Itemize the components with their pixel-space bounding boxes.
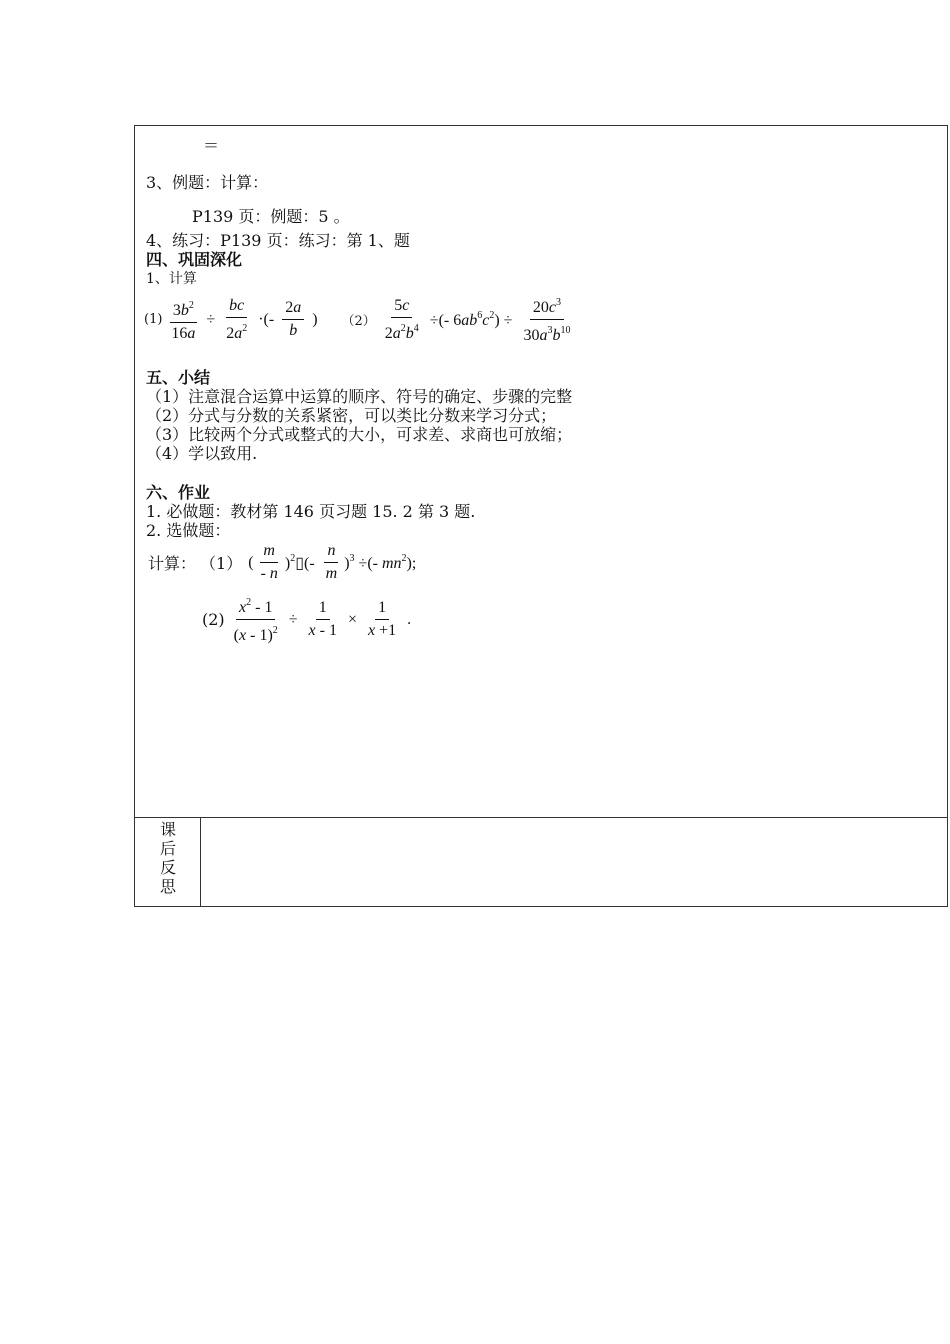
example-heading: 3、例题：计算：: [146, 173, 269, 192]
consolidate-problems: (1) $\frac{3b^2}{16a}$ ÷ $\frac{bc}{2a^2}$ ·(- $\frac{2a}{b}$ ) （2） $\frac{5c}{2a^2b^4}$ ÷(- $6ab^6c^2$) ÷ $\frac{20c^3}{30a^3b^{10}}$: [144, 294, 575, 345]
fraction: $\frac{20c^3}{30a^3b^{10}}$: [520, 294, 573, 345]
homework-required: 1. 必做题：教材第 146 页习题 15. 2 第 3 题.: [146, 502, 476, 521]
summary-heading: 五、小结: [146, 368, 211, 387]
fraction: $\frac{m}{- n}$: [260, 542, 278, 582]
summary-item: （2）分式与分数的关系紧密，可以类比分数来学习分式；: [146, 406, 557, 425]
fraction: $\frac{5c}{2a^2b^4}$: [384, 296, 419, 342]
homework-1-label: （1）: [200, 554, 243, 573]
reflection-char: 课: [159, 820, 176, 839]
fraction: $\frac{1}{x +1}$: [368, 599, 397, 639]
problem-2-label: （2）: [341, 314, 376, 329]
summary-item: （1）注意混合运算中运算的顺序、符号的确定、步骤的完整: [146, 387, 573, 406]
reflection-char: 思: [159, 877, 176, 896]
fraction: $\frac{n}{m}$: [325, 542, 338, 582]
reflection-char: 后: [159, 839, 176, 858]
consolidate-subheading: 1、计算: [146, 271, 197, 287]
homework-problem-2: (2) $\frac{x^2 - 1}{(x - 1)^2}$ ÷ $\frac{1}{x - 1}$ × $\frac{1}{x +1}$ .: [202, 594, 413, 645]
homework-optional: 2. 选做题：: [146, 521, 231, 540]
homework-heading: 六、作业: [146, 483, 211, 502]
problem-1-label: (1): [144, 312, 163, 327]
example-reference: P139 页：例题：5 。: [192, 207, 350, 226]
fraction: $\frac{3b^2}{16a}$: [168, 297, 198, 343]
reflection-label: [150, 820, 186, 896]
consolidate-heading: 四、巩固深化: [146, 250, 243, 269]
summary-item: （4）学以致用.: [146, 444, 258, 463]
fraction: $\frac{2a}{b}$: [282, 299, 304, 340]
homework-2-label: (2): [202, 610, 225, 629]
reflection-content-cell: [201, 818, 947, 906]
homework-problem-1: 计算： （1） ( $\frac{m}{- n}$ )$^2$▯(- $\frac{n}{m}$ )$^3$ ÷(- $mn^2$);: [148, 542, 417, 582]
summary-item: （3）比较两个分式或整式的大小，可求差、求商也可放缩；: [146, 425, 573, 444]
fraction: $\frac{1}{x - 1}$: [308, 599, 337, 639]
equals-sign: ＝: [203, 136, 220, 155]
reflection-char: 反: [159, 858, 176, 877]
practice-line: 4、练习：P139 页：练习：第 1、题: [146, 231, 410, 250]
calc-label: 计算：: [148, 554, 197, 573]
fraction: $\frac{x^2 - 1}{(x - 1)^2}$: [231, 594, 281, 645]
fraction: $\frac{bc}{2a^2}$: [226, 296, 248, 342]
